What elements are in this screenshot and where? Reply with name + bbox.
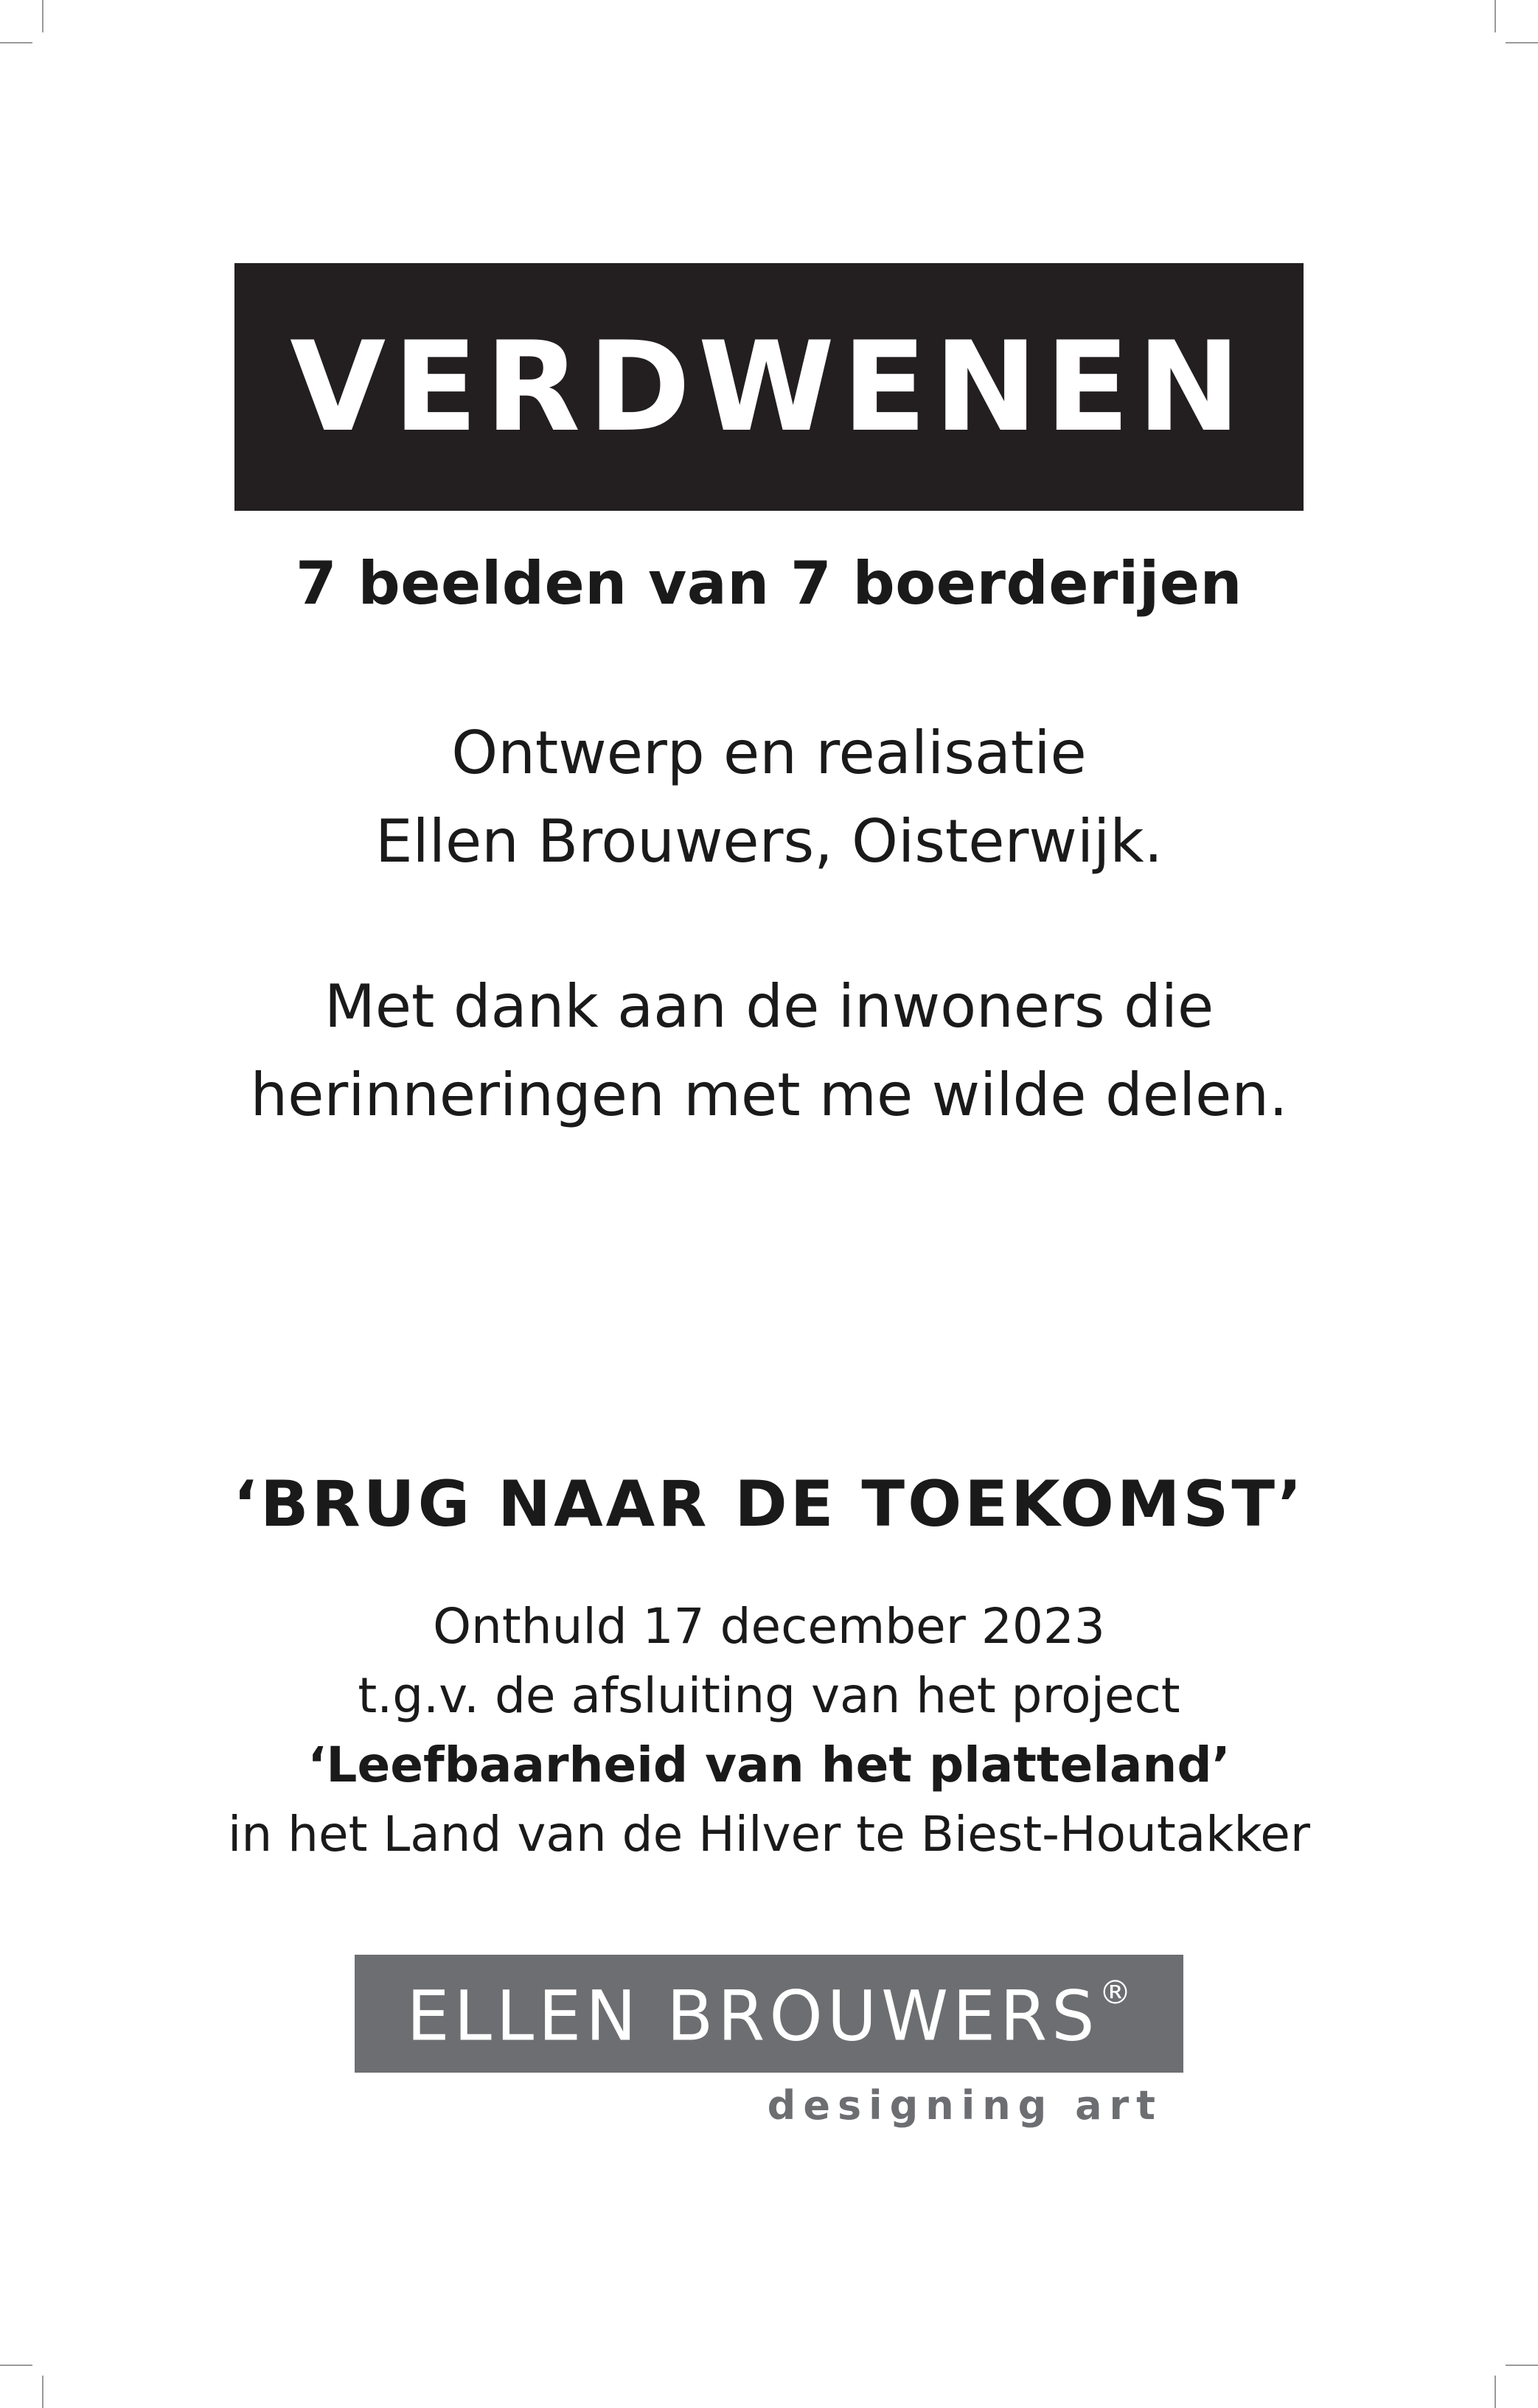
title-banner: [234, 263, 1304, 511]
thanks-line-1: Met dank aan de inwoners die: [324, 972, 1214, 1041]
logo-tagline: designing art: [767, 2082, 1163, 2129]
crop-mark-top-right-horizontal: [1506, 42, 1538, 43]
unveiling-line-1: Onthuld 17 december 2023: [433, 1598, 1105, 1655]
crop-mark-top-left-horizontal: [0, 42, 32, 43]
credits-line-1: Ontwerp en realisatie: [451, 719, 1087, 787]
project-name: ‘Leefbaarheid van het platteland’: [307, 1737, 1231, 1793]
unveiling-line-2: t.g.v. de afsluiting van het project: [358, 1667, 1180, 1724]
thanks-line-2: herinneringen met me wilde delen.: [250, 1061, 1288, 1129]
subtitle: 7 beelden van 7 boerderijen: [296, 549, 1242, 618]
crop-mark-bottom-left-horizontal: [0, 2365, 32, 2366]
page-title: VERDWENEN: [290, 315, 1248, 459]
crop-mark-bottom-right-vertical: [1494, 2376, 1496, 2408]
ellen-brouwers-logo: [355, 1955, 1183, 2073]
crop-mark-top-left-vertical: [42, 0, 44, 32]
artwork-title: ‘BRUG NAAR DE TOEKOMST’: [233, 1468, 1305, 1541]
logo-name: ELLEN BROUWERS: [406, 1975, 1099, 2056]
unveiling-line-4: in het Land van de Hilver te Biest-Houtakker: [228, 1806, 1310, 1863]
crop-mark-bottom-left-vertical: [42, 2376, 44, 2408]
credits-line-2: Ellen Brouwers, Oisterwijk.: [375, 807, 1163, 876]
crop-mark-top-right-vertical: [1494, 0, 1496, 32]
unveiling-line-3-wrapper: [0, 1731, 1538, 1800]
registered-mark: ®: [1099, 1973, 1132, 2012]
crop-mark-bottom-right-horizontal: [1506, 2365, 1538, 2366]
logo-wordmark: [406, 1973, 1132, 2056]
